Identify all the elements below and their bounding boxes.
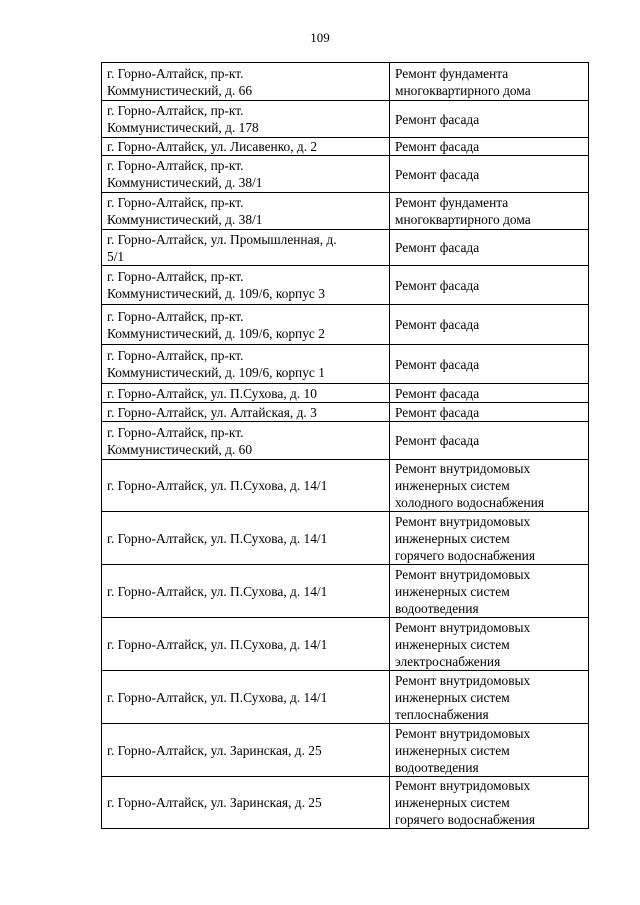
address-cell-line: г. Горно-Алтайск, пр-кт. [107,348,244,363]
work-type-cell-line: Ремонт фасада [395,356,480,372]
address-cell-line: Коммунистический, д. 38/1 [107,212,263,227]
work-type-cell-line: Ремонт фундамента [395,195,509,210]
address-cell-line: г. Горно-Алтайск, пр-кт. [107,65,244,81]
table-row [102,403,589,422]
work-type-cell [390,193,589,230]
address-cell [102,777,390,829]
address-cell [102,422,390,460]
work-type-cell-line: Ремонт фундамента [395,65,509,81]
work-type-cell-line: Ремонт фасада [395,404,480,420]
address-cell-line: г. Горно-Алтайск, пр-кт. [107,308,244,324]
work-type-cell-line: многоквартирного дома [395,82,531,98]
table-row [102,230,589,266]
address-cell-line: Коммунистический, д. 109/6, корпус 2 [107,325,325,341]
work-type-cell [390,384,589,403]
work-type-cell-line: Ремонт внутридомовых [395,778,531,793]
table-row [102,777,589,829]
table-row [102,422,589,460]
work-type-cell-line: инженерных систем [395,636,510,652]
address-cell-line: г. Горно-Алтайск, ул. Заринская, д. 25 [107,795,322,810]
work-type-cell-line: Ремонт внутридомовых [395,672,531,688]
table-row [102,460,589,512]
work-type-cell-line: водоотведения [395,600,479,616]
address-cell-line: Коммунистический, д. 109/6, корпус 1 [107,365,325,380]
address-cell-line: Коммунистический, д. 178 [107,120,259,135]
work-type-cell [390,266,589,305]
work-type-cell-line: Ремонт фасада [395,166,480,182]
address-cell [102,512,390,565]
table-row [102,724,589,777]
address-cell [102,266,390,305]
work-type-cell-line: многоквартирного дома [395,212,531,227]
work-type-cell-line: Ремонт фасада [395,240,480,255]
work-type-cell [390,101,589,138]
address-cell [102,138,390,156]
table-row [102,671,589,724]
address-cell-line: г. Горно-Алтайск, ул. Заринская, д. 25 [107,742,322,758]
table-row [102,512,589,565]
address-cell-line: г. Горно-Алтайск, ул. П.Сухова, д. 14/1 [107,583,328,599]
table-row [102,63,589,101]
work-type-cell [390,138,589,156]
work-type-cell-line: Ремонт фасада [395,317,480,332]
work-type-cell [390,724,589,777]
address-cell-line: г. Горно-Алтайск, ул. П.Сухова, д. 14/1 [107,530,328,546]
address-cell-line: г. Горно-Алтайск, пр-кт. [107,103,244,118]
work-type-cell-line: инженерных систем [395,478,510,493]
work-type-cell-line: Ремонт фасада [395,277,480,293]
work-type-cell [390,565,589,618]
address-cell-line: Коммунистический, д. 38/1 [107,175,263,190]
address-cell [102,724,390,777]
address-cell [102,230,390,266]
address-cell-line: Коммунистический, д. 109/6, корпус 3 [107,286,325,301]
work-type-cell [390,460,589,512]
address-cell [102,63,390,101]
work-type-cell [390,230,589,266]
work-type-cell [390,305,589,345]
table-row [102,101,589,138]
address-cell-line: г. Горно-Алтайск, пр-кт. [107,195,244,210]
address-cell-line: г. Горно-Алтайск, ул. Промышленная, д. [107,231,337,247]
address-cell-line: г. Горно-Алтайск, ул. П.Сухова, д. 10 [107,385,317,401]
address-cell-line: г. Горно-Алтайск, пр-кт. [107,424,244,440]
work-type-cell-line: водоотведения [395,759,479,775]
table-row [102,384,589,403]
work-type-cell-line: Ремонт внутридомовых [395,725,531,741]
address-cell-line: Коммунистический, д. 60 [107,441,253,457]
address-cell-line: Коммунистический, д. 66 [107,82,253,98]
work-type-cell-line: инженерных систем [395,795,510,810]
address-cell-line: г. Горно-Алтайск, ул. П.Сухова, д. 14/1 [107,478,328,493]
work-type-cell-line: Ремонт внутридомовых [395,461,531,476]
work-type-cell [390,618,589,671]
table-row [102,266,589,305]
address-cell [102,193,390,230]
address-cell-line: 5/1 [107,248,125,264]
address-cell [102,565,390,618]
table-row [102,156,589,193]
table-row [102,345,589,384]
page-number: 109 [310,30,330,45]
table-row [102,305,589,345]
work-type-cell-line: инженерных систем [395,689,510,705]
address-cell-line: г. Горно-Алтайск, пр-кт. [107,158,244,173]
address-cell [102,384,390,403]
work-type-cell [390,671,589,724]
work-type-cell [390,512,589,565]
address-cell [102,671,390,724]
work-type-cell-line: Ремонт фасада [395,433,480,448]
address-cell [102,460,390,512]
table-row [102,618,589,671]
address-cell [102,305,390,345]
work-type-cell-line: Ремонт внутридомовых [395,566,531,582]
work-type-cell [390,63,589,101]
address-cell [102,345,390,384]
work-type-cell-line: теплоснабжения [395,706,489,722]
work-type-cell [390,422,589,460]
work-type-cell-line: инженерных систем [395,742,510,758]
work-type-cell [390,156,589,193]
repair-works-table [101,62,589,829]
address-cell-line: г. Горно-Алтайск, ул. Алтайская, д. 3 [107,404,317,420]
work-type-cell [390,345,589,384]
work-type-cell-line: Ремонт внутридомовых [395,619,531,635]
work-type-cell-line: Ремонт фасада [395,139,480,154]
work-type-cell-line: инженерных систем [395,583,510,599]
address-cell-line: г. Горно-Алтайск, пр-кт. [107,269,244,284]
address-cell [102,618,390,671]
address-cell [102,156,390,193]
work-type-cell [390,403,589,422]
work-type-cell-line: Ремонт фасада [395,385,480,401]
work-type-cell-line: Ремонт внутридомовых [395,513,531,529]
table-body [102,63,589,829]
address-cell [102,101,390,138]
address-cell [102,403,390,422]
work-type-cell-line: инженерных систем [395,530,510,546]
work-type-cell-line: горячего водоснабжения [395,812,536,827]
address-cell-line: г. Горно-Алтайск, ул. П.Сухова, д. 14/1 [107,636,328,652]
work-type-cell-line: электроснабжения [395,653,501,669]
table-row [102,565,589,618]
table-row [102,138,589,156]
address-cell-line: г. Горно-Алтайск, ул. Лисавенко, д. 2 [107,139,318,154]
work-type-cell-line: горячего водоснабжения [395,547,536,563]
work-type-cell [390,777,589,829]
work-type-cell-line: Ремонт фасада [395,111,480,127]
address-cell-line: г. Горно-Алтайск, ул. П.Сухова, д. 14/1 [107,689,328,705]
table-row [102,193,589,230]
work-type-cell-line: холодного водоснабжения [395,495,544,510]
